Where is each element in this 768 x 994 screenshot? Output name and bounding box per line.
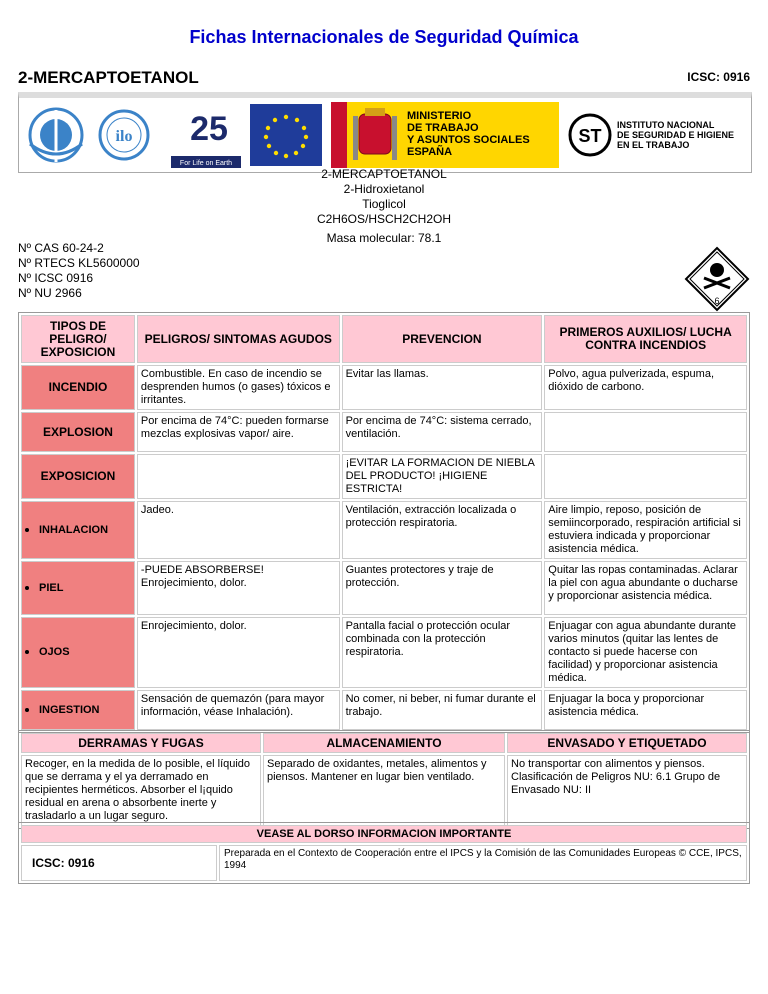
logo-bar bbox=[18, 92, 752, 173]
cell: ¡EVITAR LA FORMACION DE NIEBLA DEL PRODUCTO! ¡HIGIENE ESTRICTA! bbox=[342, 454, 543, 499]
header-envasado: ENVASADO Y ETIQUETADO bbox=[507, 733, 747, 753]
notice: VEASE AL DORSO INFORMACION IMPORTANTE bbox=[21, 825, 747, 843]
insht-line-1: INSTITUTO NACIONAL bbox=[617, 120, 715, 130]
storage-table bbox=[18, 730, 750, 829]
ministry-logo bbox=[331, 102, 559, 168]
almacenamiento-text: Separado de oxidantes, metales, alimentos y piensos. Mantener en lugar bien ventilado. bbox=[263, 755, 505, 826]
envasado-text: No transportar con alimentos y piensos. Clasificación de Peligros NU: 6.1 Grupo de Envasado NU: II bbox=[507, 755, 747, 826]
cell: Combustible. En caso de incendio se desprenden humos (o gases) tóxicos e irritantes. bbox=[137, 365, 340, 410]
cell: Sensación de quemazón (para mayor información, véase Inhalación). bbox=[137, 690, 340, 730]
cell: Jadeo. bbox=[137, 501, 340, 559]
footer bbox=[18, 822, 750, 884]
svg-text:ilo: ilo bbox=[115, 128, 133, 145]
table-row bbox=[21, 365, 747, 410]
cell: Enjuagar la boca y proporcionar asistencia médica. bbox=[544, 690, 747, 730]
substance-name: 2-MERCAPTOETANOL bbox=[18, 68, 199, 87]
cell: Por encima de 74°C: pueden formarse mezclas explosivas vapor/ aire. bbox=[137, 412, 340, 452]
icsc-id: Nº ICSC 0916 bbox=[18, 271, 94, 285]
insht-icon bbox=[567, 112, 613, 158]
svg-text:6: 6 bbox=[714, 296, 720, 306]
rtecs-number: Nº RTECS KL5600000 bbox=[18, 256, 140, 270]
ministry-line-4: ESPAÑA bbox=[407, 146, 453, 158]
header-primeros-auxilios: PRIMEROS AUXILIOS/ LUCHA CONTRA INCENDIOS bbox=[544, 315, 747, 363]
eu-flag-logo bbox=[250, 104, 322, 166]
svg-text:25: 25 bbox=[190, 110, 228, 148]
name-1: 2-MERCAPTOETANOL bbox=[321, 167, 447, 181]
row-label-ingestion: INGESTION bbox=[21, 690, 135, 730]
cell: Evitar las llamas. bbox=[342, 365, 543, 410]
header-tipos: TIPOS DE PELIGRO/ EXPOSICION bbox=[21, 315, 135, 363]
footer-credit: Preparada en el Contexto de Cooperación entre el IPCS y la Comisión de las Comunidades Europeas © CCE, IPCS, 1994 bbox=[219, 845, 747, 881]
cell: Pantalla facial o protección ocular combinada con la protección respiratoria. bbox=[342, 617, 543, 688]
cell: Por encima de 74°C: sistema cerrado, ventilación. bbox=[342, 412, 543, 452]
table-row bbox=[21, 412, 747, 452]
row-label-explosion: EXPLOSION bbox=[21, 412, 135, 452]
ilo-logo bbox=[95, 106, 153, 164]
table-row bbox=[21, 501, 747, 559]
ministry-line-2: DE TRABAJO bbox=[407, 122, 479, 134]
table-row bbox=[21, 617, 747, 688]
row-label-exposicion: EXPOSICION bbox=[21, 454, 135, 499]
hazard-table bbox=[18, 312, 750, 733]
derrames-text: Recoger, en la medida de lo posible, el líquido que se derrama y el ya derramado en recipientes herméticos. Absorber el l¡quido residual en arena o absorbente inerte y trasladarlo a un lugar seguro. bbox=[21, 755, 261, 826]
cell bbox=[544, 454, 747, 499]
table-row bbox=[21, 454, 747, 499]
cell: Ventilación, extracción localizada o protección respiratoria. bbox=[342, 501, 543, 559]
row-label-incendio: INCENDIO bbox=[21, 365, 135, 410]
footer-icsc: ICSC: 0916 bbox=[21, 845, 217, 881]
substance-names bbox=[0, 167, 768, 246]
cell: Polvo, agua pulverizada, espuma, dióxido de carbono. bbox=[544, 365, 747, 410]
cell: Guantes protectores y traje de protección. bbox=[342, 561, 543, 615]
coat-of-arms-icon bbox=[351, 106, 399, 164]
identifiers bbox=[18, 241, 140, 301]
who-logo bbox=[25, 104, 87, 166]
cell: Quitar las ropas contaminadas. Aclarar la piel con agua abundante o ducharse y proporcionar asistencia médica. bbox=[544, 561, 747, 615]
un-number: Nº NU 2966 bbox=[18, 286, 82, 300]
name-2: 2-Hidroxietanol bbox=[343, 182, 425, 196]
table-row bbox=[21, 561, 747, 615]
cell bbox=[137, 454, 340, 499]
toxic-hazard-icon bbox=[684, 246, 750, 312]
svg-text:ST: ST bbox=[578, 126, 602, 146]
cell: -PUEDE ABSORBERSE! Enrojecimiento, dolor. bbox=[137, 561, 340, 615]
ministry-line-3: Y ASUNTOS SOCIALES bbox=[407, 134, 530, 146]
row-label-ojos: OJOS bbox=[21, 617, 135, 688]
row-label-piel: PIEL bbox=[21, 561, 135, 615]
page-title: Fichas Internacionales de Seguridad Química bbox=[189, 27, 579, 47]
molecular-mass: Masa molecular: 78.1 bbox=[326, 231, 442, 245]
formula: C2H6OS/HSCH2CH2OH bbox=[316, 212, 452, 226]
header-prevencion: PREVENCION bbox=[342, 315, 543, 363]
unep-logo bbox=[171, 102, 241, 168]
row-label-inhalacion: INHALACION bbox=[21, 501, 135, 559]
cell: Enjuagar con agua abundante durante varios minutos (quitar las lentes de contacto si puede hacerse con facilidad) y proporcionar asistencia médica. bbox=[544, 617, 747, 688]
ministry-line-1: MINISTERIO bbox=[407, 110, 472, 122]
insht-line-3: EN EL TRABAJO bbox=[617, 140, 690, 150]
header-almacenamiento: ALMACENAMIENTO bbox=[263, 733, 505, 753]
cell: No comer, ni beber, ni fumar durante el trabajo. bbox=[342, 690, 543, 730]
cell: Enrojecimiento, dolor. bbox=[137, 617, 340, 688]
insht-line-2: DE SEGURIDAD E HIGIENE bbox=[617, 130, 735, 140]
cell: Aire limpio, reposo, posición de semiincorporado, respiración artificial si estuviera indicada y proporcionar asistencia médica. bbox=[544, 501, 747, 559]
table-row bbox=[21, 690, 747, 730]
icsc-number: ICSC: 0916 bbox=[687, 70, 750, 84]
svg-text:For Life on Earth: For Life on Earth bbox=[179, 160, 233, 167]
cas-number: Nº CAS 60-24-2 bbox=[18, 241, 104, 255]
insht-logo bbox=[567, 112, 747, 158]
header-derrames: DERRAMAS Y FUGAS bbox=[21, 733, 261, 753]
cell bbox=[544, 412, 747, 452]
name-3: Tioglicol bbox=[362, 197, 406, 211]
header-peligros: PELIGROS/ SINTOMAS AGUDOS bbox=[137, 315, 340, 363]
